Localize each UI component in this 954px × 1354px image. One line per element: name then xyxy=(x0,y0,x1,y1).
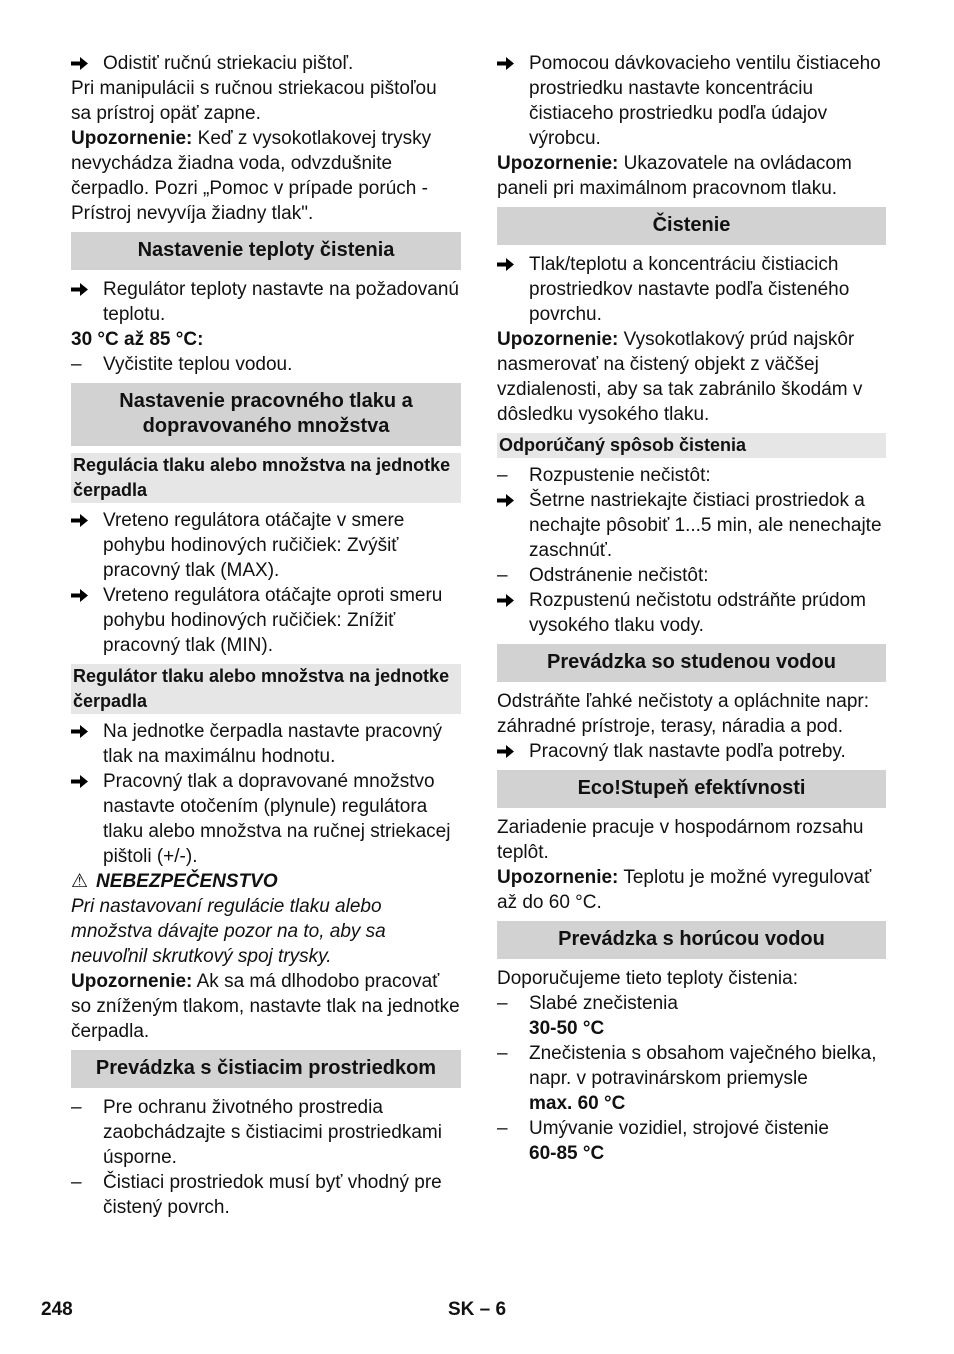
list-item xyxy=(71,1095,461,1170)
warning-heading xyxy=(71,869,461,894)
note-text: Keď z vysokotlakovej trysky nevychádza žiadna voda, odvzdušnite čerpadlo. Pozri „Pomoc v prípade porúch - Prístroj nevyvíja žiadny tlak". xyxy=(71,128,432,224)
arrow-right-icon xyxy=(497,588,525,608)
list-item xyxy=(497,51,886,151)
dash-bullet: – xyxy=(71,1172,82,1193)
note-paragraph xyxy=(71,969,461,1044)
note-paragraph xyxy=(497,327,886,427)
note-paragraph xyxy=(71,126,461,226)
arrow-right-icon xyxy=(497,739,525,759)
subsection-heading: Regulácia tlaku alebo množstva na jednotke čerpadla xyxy=(71,453,461,503)
list-item xyxy=(497,991,886,1041)
list-item-text: Regulátor teploty nastavte na požadovanú teplotu. xyxy=(103,279,459,325)
list-item xyxy=(497,1116,886,1166)
note-label: Upozornenie: xyxy=(497,329,619,350)
temperature-label: 30 °C až 85 °C: xyxy=(71,329,204,350)
arrow-right-icon xyxy=(497,488,525,508)
list-item-text: Odistiť ručnú striekaciu pištoľ. xyxy=(103,53,354,74)
dash-bullet: – xyxy=(71,1097,82,1118)
list-item-text: Rozpustenie nečistôt: xyxy=(529,465,711,486)
subsection-heading: Odporúčaný spôsob čistenia xyxy=(497,433,886,458)
paragraph: Doporučujeme tieto teploty čistenia: xyxy=(497,968,798,989)
note-text: Ukazovatele na ovládacom paneli pri maximálnom pracovnom tlaku. xyxy=(497,153,852,199)
temperature-value: 60-85 °C xyxy=(529,1143,605,1164)
dash-bullet: – xyxy=(497,993,508,1014)
list-item xyxy=(497,463,886,488)
subsection-heading: Regulátor tlaku alebo množstva na jednotke čerpadla xyxy=(71,664,461,714)
temperature-value: 30-50 °C xyxy=(529,1018,605,1039)
list-item xyxy=(497,739,886,764)
list-item xyxy=(497,1041,886,1116)
list-item xyxy=(71,583,461,658)
list-item xyxy=(71,277,461,327)
list-item xyxy=(497,488,886,563)
note-label: Upozornenie: xyxy=(71,128,193,149)
arrow-right-icon xyxy=(71,769,99,789)
section-heading: Prevádzka so studenou vodou xyxy=(497,644,886,682)
list-item xyxy=(71,719,461,769)
warning-text: Pri nastavovaní regulácie tlaku alebo množstva dávajte pozor na to, aby sa neuvoľnil skrutkový spoj trysky. xyxy=(71,896,386,967)
arrow-right-icon xyxy=(71,583,99,603)
section-heading: Nastavenie teploty čistenia xyxy=(71,232,461,270)
paragraph: Pri manipulácii s ručnou striekacou pištoľou sa prístroj opäť zapne. xyxy=(71,78,437,124)
list-item xyxy=(497,563,886,588)
list-item-text: Tlak/teplotu a koncentráciu čistiacich prostriedkov nastavte podľa čisteného povrchu. xyxy=(529,254,850,325)
note-label: Upozornenie: xyxy=(71,971,193,992)
list-item xyxy=(71,769,461,869)
list-item xyxy=(497,588,886,638)
section-heading: Nastavenie pracovného tlaku a dopravovaného množstva xyxy=(71,383,461,446)
list-item-text: Čistiaci prostriedok musí byť vhodný pre čistený povrch. xyxy=(103,1172,442,1218)
list-item-text: Pre ochranu životného prostredia zaobchádzajte s čistiacimi prostriedkami úsporne. xyxy=(103,1097,442,1168)
list-item xyxy=(71,1170,461,1220)
warning-triangle-icon: ⚠ xyxy=(71,871,89,892)
list-item-text: Na jednotke čerpadla nastavte pracovný tlak na maximálnu hodnotu. xyxy=(103,721,443,767)
section-heading: Prevádzka s čistiacim prostriedkom xyxy=(71,1050,461,1088)
list-item-text: Rozpustenú nečistotu odstráňte prúdom vysokého tlaku vody. xyxy=(529,590,866,636)
list-item-text: Odstránenie nečistôt: xyxy=(529,565,709,586)
note-text: Vysokotlakový prúd najskôr nasmerovať na čistený objekt z väčšej vzdialenosti, aby sa tak zabránilo škodám v dôsledku vysokého tlaku. xyxy=(497,329,863,425)
section-heading: Prevádzka s horúcou vodou xyxy=(497,921,886,959)
arrow-right-icon xyxy=(71,51,99,71)
note-text: Teplotu je možné vyregulovať až do 60 °C. xyxy=(497,867,872,913)
arrow-right-icon xyxy=(71,277,99,297)
note-label: Upozornenie: xyxy=(497,867,619,888)
dash-bullet: – xyxy=(497,465,508,486)
warning-title: NEBEZPEČENSTVO xyxy=(96,871,278,892)
arrow-right-icon xyxy=(71,508,99,528)
list-item xyxy=(71,508,461,583)
arrow-right-icon xyxy=(71,719,99,739)
list-item-text: Vreteno regulátora otáčajte v smere pohybu hodinových ručičiek: Zvýšiť pracovný tlak (MAX). xyxy=(103,510,405,581)
dash-bullet: – xyxy=(497,1118,508,1139)
list-item-text: Šetrne nastriekajte čistiaci prostriedok a nechajte pôsobiť 1...5 min, ale nenechajte zaschnúť. xyxy=(529,490,882,561)
list-item xyxy=(71,51,461,76)
temperature-value: max. 60 °C xyxy=(529,1093,626,1114)
dash-bullet: – xyxy=(497,1043,508,1064)
note-paragraph xyxy=(497,151,886,201)
note-paragraph xyxy=(497,865,886,915)
list-item-text: Vreteno regulátora otáčajte oproti smeru pohybu hodinových ručičiek: Znížiť pracovný tlak (MIN). xyxy=(103,585,443,656)
list-item-text: Umývanie vozidiel, strojové čistenie xyxy=(529,1118,829,1139)
arrow-right-icon xyxy=(497,252,525,272)
section-heading: Eco!Stupeň efektívnosti xyxy=(497,770,886,808)
list-item-text: Pomocou dávkovacieho ventilu čistiaceho prostriedku nastavte koncentráciu čistiaceho prostriedku podľa údajov výrobcu. xyxy=(529,53,881,149)
list-item-text: Pracovný tlak nastavte podľa potreby. xyxy=(529,741,846,762)
section-heading: Čistenie xyxy=(497,207,886,245)
list-item-text: Slabé znečistenia xyxy=(529,993,678,1014)
list-item-text: Znečistenia s obsahom vaječného bielka, napr. v potravinárskom priemysle xyxy=(529,1043,877,1089)
note-text: Ak sa má dlhodobo pracovať so zníženým tlakom, nastavte tlak na jednotke čerpadla. xyxy=(71,971,460,1042)
language-page-label: SK – 6 xyxy=(448,1299,507,1320)
list-item-text: Pracovný tlak a dopravované množstvo nastavte otočením (plynule) regulátora tlaku alebo množstva na ručnej striekacej pištoli (+/-). xyxy=(103,771,451,867)
paragraph: Odstráňte ľahké nečistoty a opláchnite napr: záhradné prístroje, terasy, náradia a pod. xyxy=(497,691,870,737)
dash-bullet: – xyxy=(71,354,82,375)
list-item xyxy=(497,252,886,327)
paragraph: Zariadenie pracuje v hospodárnom rozsahu teplôt. xyxy=(497,817,864,863)
note-label: Upozornenie: xyxy=(497,153,619,174)
left-column xyxy=(71,51,461,1220)
dash-bullet: – xyxy=(497,565,508,586)
list-item-text: Vyčistite teplou vodou. xyxy=(103,354,293,375)
page-number: 248 xyxy=(41,1299,73,1320)
arrow-right-icon xyxy=(497,51,525,71)
list-item xyxy=(71,352,461,377)
right-column xyxy=(497,51,886,1166)
